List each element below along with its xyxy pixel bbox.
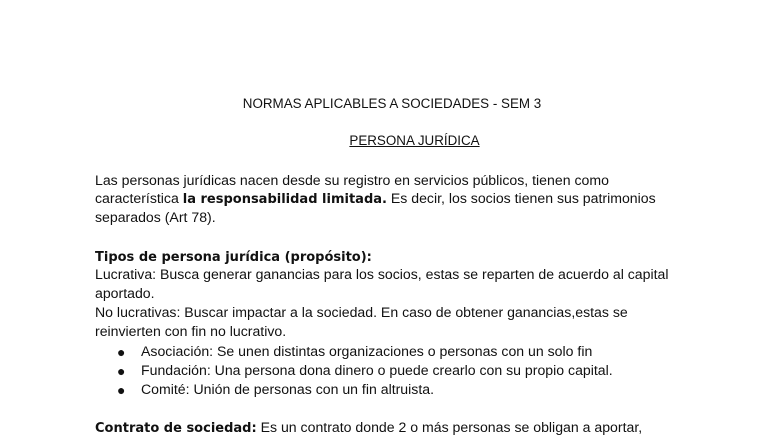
intro-line-2	[95, 189, 656, 209]
contrato-bold-text: Contrato de sociedad:	[95, 421, 257, 436]
section-title	[0, 132, 784, 150]
bullet-icon: ●	[117, 363, 126, 379]
intro-bold-text: la responsabilidad limitada.	[182, 192, 387, 207]
document-title: NORMAS APLICABLES A SOCIEDADES - SEM 3	[242, 96, 542, 111]
lucrativa-line-2: aportado.	[95, 285, 155, 301]
intro-line-1: Las personas jurídicas nacen desde su registro en servicios públicos, tienen como	[95, 172, 609, 188]
no-lucrativa-line-2: reinvierten con fin no lucrativo.	[95, 323, 287, 339]
tipos-heading-text: Tipos de persona jurídica (propósito):	[95, 250, 372, 265]
intro-line-3: separados (Art 78).	[95, 209, 216, 225]
lucrativa-line-1: Lucrativa: Busca generar ganancias para los socios, estas se reparten de acuerdo al capital	[95, 266, 669, 282]
contrato-text: Es un contrato donde 2 o más personas se obligan a aportar,	[256, 419, 643, 435]
bullet-icon: ●	[117, 382, 126, 398]
section-title-text: PERSONA JURÍDICA	[349, 133, 480, 148]
tipos-heading	[95, 247, 372, 267]
list-item: Fundación: Una persona dona dinero o puede crearlo con su propio capital.	[141, 362, 613, 378]
intro-line-2-end: Es decir, los socios tienen sus patrimonios	[386, 190, 656, 206]
bullet-icon: ●	[117, 344, 126, 360]
list-item: Asociación: Se unen distintas organizaciones o personas con un solo fin	[141, 343, 593, 359]
intro-line-2-start: característica	[95, 190, 183, 206]
no-lucrativa-line-1: No lucrativas: Buscar impactar a la sociedad. En caso de obtener ganancias,estas se	[95, 304, 628, 320]
contrato-line	[95, 418, 642, 438]
list-item: Comité: Unión de personas con un fin altruista.	[141, 381, 434, 397]
